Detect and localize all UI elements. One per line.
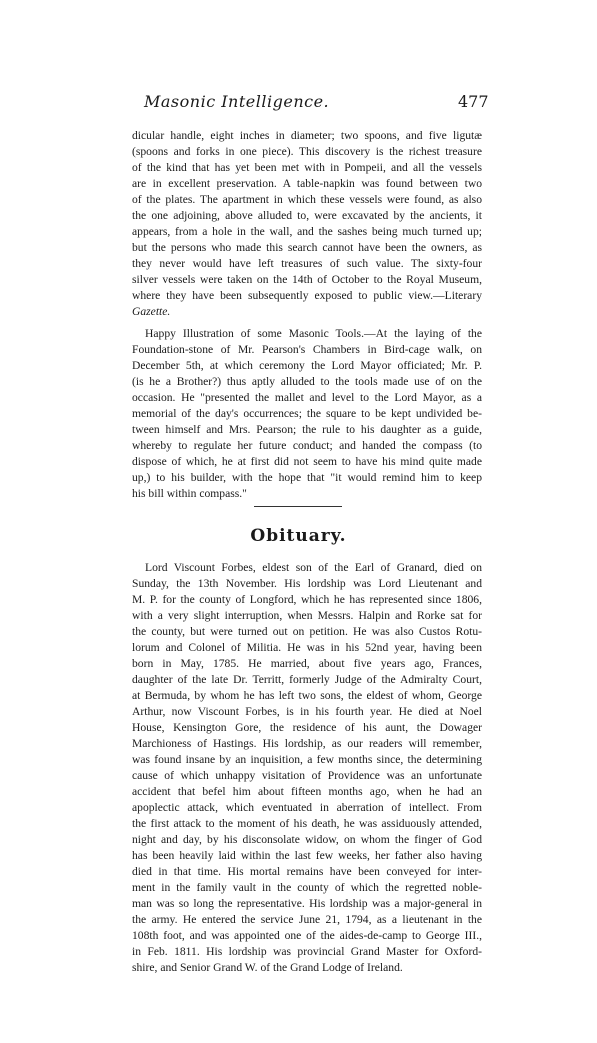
text-line: Arthur, now Viscount Forbes, is in his fourth year. He died at Noel (132, 705, 482, 718)
text-line: ment in the family vault in the county of which the regretted noble- (132, 881, 482, 894)
text-line: silver vessels were taken on the 14th of October to the Royal Museum, (132, 273, 482, 286)
text-line: M. P. for the county of Longford, which he has represented since 1806, (132, 593, 482, 606)
text-line: night and day, by his disconsolate widow, on whom the finger of God (132, 833, 482, 846)
text-line: but the persons who made this search cannot have been the owners, as (132, 241, 482, 254)
text-line: in Feb. 1811. His lordship was provincial Grand Master for Oxford- (132, 945, 482, 958)
text-line: dicular handle, eight inches in diameter; two spoons, and five ligutæ (132, 129, 482, 142)
text-line: Lord Viscount Forbes, eldest son of the Earl of Granard, died on (145, 561, 482, 574)
text-line: man was so long the representative. His lordship was a major-general in (132, 897, 482, 910)
page-number: 477 (458, 92, 489, 111)
text-line: of the plates. The apartment in which these vessels were found, as also (132, 193, 482, 206)
text-line: (spoons and forks in one piece). This discovery is the richest treasure (132, 145, 482, 158)
text-line: lorum and Colonel of Militia. He was in his 52nd year, having been (132, 641, 482, 654)
text-line: accident that befel him about fifteen months ago, when he had an (132, 785, 482, 798)
text-line: Happy Illustration of some Masonic Tools.—At the laying of the (145, 327, 482, 340)
text-line: of the kind that has yet been met with in Pompeii, and all the vessels (132, 161, 482, 174)
text-line: 108th foot, and was appointed one of the aides-de-camp to George III., (132, 929, 482, 942)
text-line: Sunday, the 13th November. His lordship was Lord Lieutenant and (132, 577, 482, 590)
text-line: are in excellent preservation. A table-napkin was found between two (132, 177, 482, 190)
text-line: the one adjoining, above alluded to, were excavated by the ancients, it (132, 209, 482, 222)
text-line: has been heavily laid within the last few weeks, her father also having (132, 849, 482, 862)
text-line: his bill within compass." (132, 487, 247, 500)
text-line: tween himself and Mrs. Pearson; the rule to his daughter as a guide, (132, 423, 482, 436)
text-line: at Bermuda, by whom he has left two sons, the eldest of whom, George (132, 689, 482, 702)
obituary-heading: Obituary. (250, 526, 347, 546)
text-line: shire, and Senior Grand W. of the Grand Lodge of Ireland. (132, 961, 403, 974)
text-line: up,) to his builder, with the hope that "it would remind him to keep (132, 471, 482, 484)
text-line: House, Kensington Gore, the residence of his aunt, the Dowager (132, 721, 482, 734)
text-line: (is he a Brother?) thus aptly alluded to the tools made use of on the (132, 375, 482, 388)
text-line: whereby to regulate her future conduct; and handed the compass (to (132, 439, 482, 452)
text-line: they never would have left treasures of such value. The sixty-four (132, 257, 482, 270)
text-line: December 5th, at which ceremony the Lord Mayor officiated; Mr. P. (132, 359, 482, 372)
text-line: Foundation-stone of Mr. Pearson's Chambers in Bird-cage walk, on (132, 343, 482, 356)
text-line: dispose of which, he at first did not seem to have his mind quite made (132, 455, 482, 468)
text-line: cause of which unhappy visitation of Providence was an unfortunate (132, 769, 482, 782)
running-title: Masonic Intelligence. (144, 92, 330, 111)
text-line: the county, but were turned out on petition. He was also Custos Rotu- (132, 625, 482, 638)
text-line: where they have been subsequently exposed to public view.—Literary (132, 289, 482, 302)
text-line: the army. He entered the service June 21, 1794, as a lieutenant in the (132, 913, 482, 926)
section-divider (254, 506, 342, 507)
text-line: Gazette. (132, 305, 171, 318)
text-line: daughter of the late Dr. Territt, formerly Judge of the Admiralty Court, (132, 673, 482, 686)
text-line: the first attack to the moment of his death, he was assiduously attended, (132, 817, 482, 830)
text-line: apoplectic attack, which eventuated in aberration of intellect. From (132, 801, 482, 814)
running-head (0, 92, 597, 116)
text-line: memorial of the day's occurrences; the square to be kept undivided be- (132, 407, 482, 420)
text-line: was found insane by an inquisition, a few months since, the determining (132, 753, 482, 766)
text-line: occasion. He "presented the mallet and level to the Lord Mayor, as a (132, 391, 482, 404)
text-line: appears, from a hole in the wall, and the sashes being much turned up; (132, 225, 482, 238)
text-line: died in that time. His mortal remains have been conveyed for inter- (132, 865, 482, 878)
text-line: born in May, 1785. He married, about five years ago, Frances, (132, 657, 482, 670)
text-line: with a very slight interruption, when Messrs. Halpin and Rorke sat for (132, 609, 482, 622)
text-line: Marchioness of Hastings. His lordship, as our readers will remember, (132, 737, 482, 750)
